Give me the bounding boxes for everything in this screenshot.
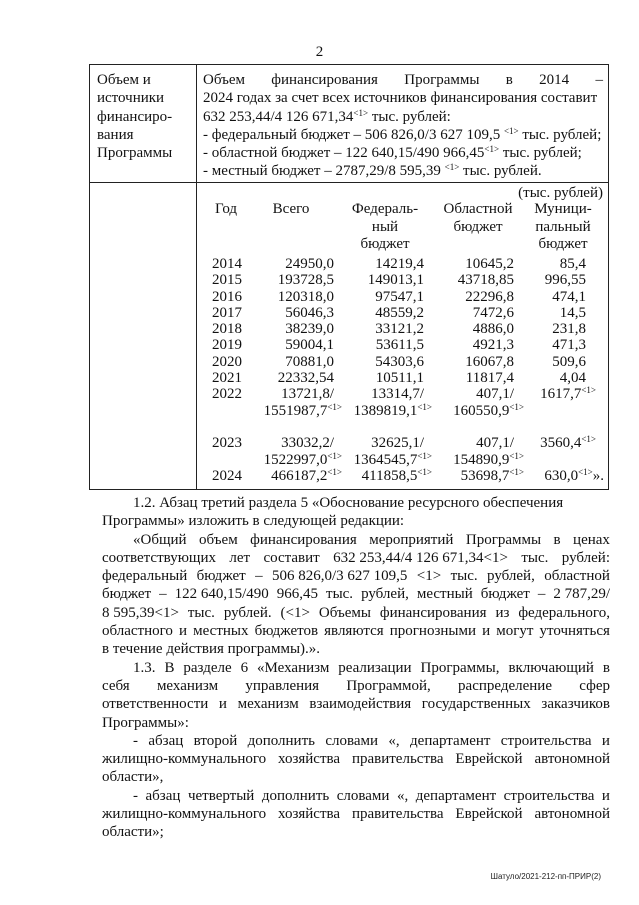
funding-line: - областной бюджет – 122 640,15/490 $966,45^{<1>}$ тыс. рублей; bbox=[203, 144, 582, 162]
text-line: жилищно-коммунального хозяйства правительства Еврейской автономной bbox=[102, 806, 610, 823]
table-cell: 4921,3 bbox=[472, 337, 514, 354]
table-cell: 38239,0 bbox=[285, 321, 334, 338]
table-cell bbox=[206, 419, 248, 435]
table-cell: 120318,0 bbox=[277, 288, 334, 305]
table-cell: $630,0^{<1>}$». bbox=[544, 466, 604, 484]
table-cell bbox=[334, 419, 432, 435]
table-cell bbox=[520, 419, 604, 435]
table-cell: 32625,1/ bbox=[371, 435, 424, 452]
passport-table bbox=[89, 64, 609, 490]
label-line: вания bbox=[97, 126, 134, 143]
text-line: бюджет – 122 640,15/490 966,45 тыс. рублей, местный бюджет – 2 787,29/ bbox=[102, 586, 610, 603]
table-cell: 149013,1 bbox=[367, 272, 424, 289]
table-cell: 13721,8/ bbox=[281, 386, 334, 403]
amendment-text bbox=[102, 494, 610, 842]
municipal-column bbox=[520, 256, 604, 484]
table-cell: 16067,8 bbox=[465, 353, 514, 370]
text-line: соответствующих лет составит 632 253,44/4 126 671,34<1> тыс. рублей: bbox=[102, 549, 610, 566]
header-federal: Федераль- ный бюджет bbox=[351, 201, 419, 252]
text-line: Программы» изложить в следующей редакции: bbox=[102, 513, 405, 530]
table-cell: $1364545,7^{<1>}$ bbox=[353, 450, 432, 468]
table-cell: 24950,0 bbox=[285, 256, 334, 272]
label-line: источники bbox=[97, 90, 165, 107]
table-cell: 10511,1 bbox=[375, 370, 424, 387]
table-cell: 4886,0 bbox=[472, 321, 514, 338]
header-total: Всего bbox=[272, 201, 310, 217]
funding-line: - местный бюджет – 2787,29/8 595,39 $^{<1>}$ тыс. рублей. bbox=[203, 162, 542, 180]
text-line: Программы»: bbox=[102, 714, 189, 731]
table-cell: 471,3 bbox=[552, 337, 586, 354]
table-cell bbox=[206, 452, 248, 468]
passport-funding-text bbox=[203, 71, 603, 181]
table-cell: $160550,9^{<1>}$ bbox=[453, 401, 524, 419]
table-cell: $53698,7^{<1>}$ bbox=[460, 466, 524, 484]
table-cell: $1389819,1^{<1>}$ bbox=[353, 401, 432, 419]
table-cell: 2017 bbox=[212, 304, 242, 321]
header-regional: Областной бюджет bbox=[443, 201, 513, 235]
funding-line: Объем финансирования Программы в 2014 – bbox=[203, 72, 603, 88]
header-municipal: Муници- пальный бюджет bbox=[534, 201, 592, 252]
table-cell: 33121,2 bbox=[375, 321, 424, 338]
table-cell: 2021 bbox=[212, 370, 242, 387]
document-code: Шатуло/2021-212-пп-ПРИР(2) bbox=[490, 872, 601, 881]
text-line: - абзац второй дополнить словами «, департамент строительства и bbox=[133, 732, 610, 749]
label-line: финансиро- bbox=[97, 108, 173, 125]
table-cell: 70881,0 bbox=[285, 353, 334, 370]
table-cell: 474,1 bbox=[552, 288, 586, 305]
table-cell: 14,5 bbox=[559, 304, 586, 321]
table-cell: 2024 bbox=[212, 467, 242, 484]
year-column bbox=[206, 256, 248, 484]
table-cell: 22296,8 bbox=[465, 288, 514, 305]
table-cell: 2018 bbox=[212, 321, 242, 338]
table-units: (тыс. рублей) bbox=[518, 185, 603, 201]
total-column bbox=[246, 256, 342, 484]
table-cell: 22332,54 bbox=[277, 370, 334, 387]
table-cell: 10645,2 bbox=[465, 256, 514, 272]
text-line: в течение действия программы).». bbox=[102, 641, 321, 658]
table-cell: 53611,5 bbox=[375, 337, 424, 354]
table-cell: 996,55 bbox=[544, 272, 586, 289]
table-cell: $411858,5^{<1>}$ bbox=[361, 466, 432, 484]
table-cell bbox=[246, 419, 342, 435]
table-cell: 2023 bbox=[212, 435, 242, 452]
text-line: федеральный бюджет – 506 826,0/3 627 109,5 <1> тыс. рублей, областной bbox=[102, 568, 610, 585]
table-cell: $154890,9^{<1>}$ bbox=[453, 450, 524, 468]
table-cell: 56046,3 bbox=[285, 304, 334, 321]
table-cell: 4,04 bbox=[559, 370, 586, 387]
funding-line: 2024 годах за счет всех источников финансирования составит bbox=[203, 90, 598, 107]
table-divider-horizontal bbox=[90, 182, 608, 183]
page-number: 2 bbox=[315, 44, 324, 60]
table-cell: 2015 bbox=[212, 272, 242, 289]
text-line: 1.3. В разделе 6 «Механизм реализации Программы, включающий в bbox=[133, 659, 610, 676]
table-cell: 2014 bbox=[212, 256, 242, 272]
label-line: Программы bbox=[97, 145, 173, 162]
text-line: «Общий объем финансирования мероприятий Программы в ценах bbox=[133, 531, 610, 548]
table-cell: $3560,4^{<1>}$ bbox=[540, 434, 596, 452]
text-line: области»; bbox=[102, 824, 164, 841]
text-line: жилищно-коммунального хозяйства правительства Еврейской автономной bbox=[102, 751, 610, 768]
header-year: Год bbox=[214, 201, 238, 217]
table-cell: 33032,2/ bbox=[281, 435, 334, 452]
passport-label bbox=[97, 71, 192, 162]
table-cell: 59004,1 bbox=[285, 337, 334, 354]
table-cell: 48559,2 bbox=[375, 304, 424, 321]
table-cell bbox=[206, 403, 248, 419]
table-cell: $1522997,0^{<1>}$ bbox=[263, 450, 342, 468]
table-cell: 509,6 bbox=[552, 353, 586, 370]
funding-line: - федеральный бюджет – 506 826,0/3 627 109,5 $^{<1>}$ тыс. рублей; bbox=[203, 125, 602, 143]
table-divider-vertical bbox=[196, 65, 197, 489]
federal-column bbox=[334, 256, 432, 484]
text-line: 1.2. Абзац третий раздела 5 «Обоснование ресурсного обеспечения bbox=[133, 495, 564, 511]
table-cell: 97547,1 bbox=[375, 288, 424, 305]
text-line: 8 595,39<1> тыс. рублей. (<1> Объемы финансирования из федерального, bbox=[102, 604, 610, 621]
table-cell: 85,4 bbox=[559, 256, 586, 272]
table-cell: 231,8 bbox=[552, 321, 586, 338]
table-cell: $466187,2^{<1>}$ bbox=[271, 466, 342, 484]
table-cell: 193728,5 bbox=[277, 272, 334, 289]
text-line: себя механизм управления Программой, распределение сфер bbox=[102, 677, 610, 694]
regional-column bbox=[426, 256, 524, 484]
text-line: областного и местных бюджетов являются прогнозными и могут уточняться bbox=[102, 623, 610, 640]
funding-line: 632 253,44/4 126 $671,34^{<1>}$ тыс. рублей: bbox=[203, 107, 451, 125]
table-cell: 43718,85 bbox=[457, 272, 514, 289]
label-line: Объем и bbox=[97, 72, 151, 88]
text-line: области», bbox=[102, 769, 164, 786]
table-cell bbox=[520, 452, 604, 468]
table-cell: 14219,4 bbox=[375, 256, 424, 272]
table-cell: $1617,7^{<1>}$ bbox=[540, 385, 596, 403]
table-cell: 11817,4 bbox=[465, 370, 514, 387]
table-cell: 407,1/ bbox=[476, 435, 514, 452]
table-cell: $1551987,7^{<1>}$ bbox=[263, 401, 342, 419]
text-line: ответственности и механизм взаимодействия государственных заказчиков bbox=[102, 696, 610, 713]
table-cell: 54303,6 bbox=[375, 353, 424, 370]
table-cell: 2022 bbox=[212, 386, 242, 403]
table-cell bbox=[520, 403, 604, 419]
table-cell: 7472,6 bbox=[472, 304, 514, 321]
text-line: - абзац четвертый дополнить словами «, департамент строительства и bbox=[133, 787, 610, 804]
table-cell: 2016 bbox=[212, 288, 242, 305]
table-cell: 407,1/ bbox=[476, 386, 514, 403]
table-cell: 2019 bbox=[212, 337, 242, 354]
table-cell bbox=[426, 419, 524, 435]
table-cell: 13314,7/ bbox=[371, 386, 424, 403]
table-cell: 2020 bbox=[212, 353, 242, 370]
